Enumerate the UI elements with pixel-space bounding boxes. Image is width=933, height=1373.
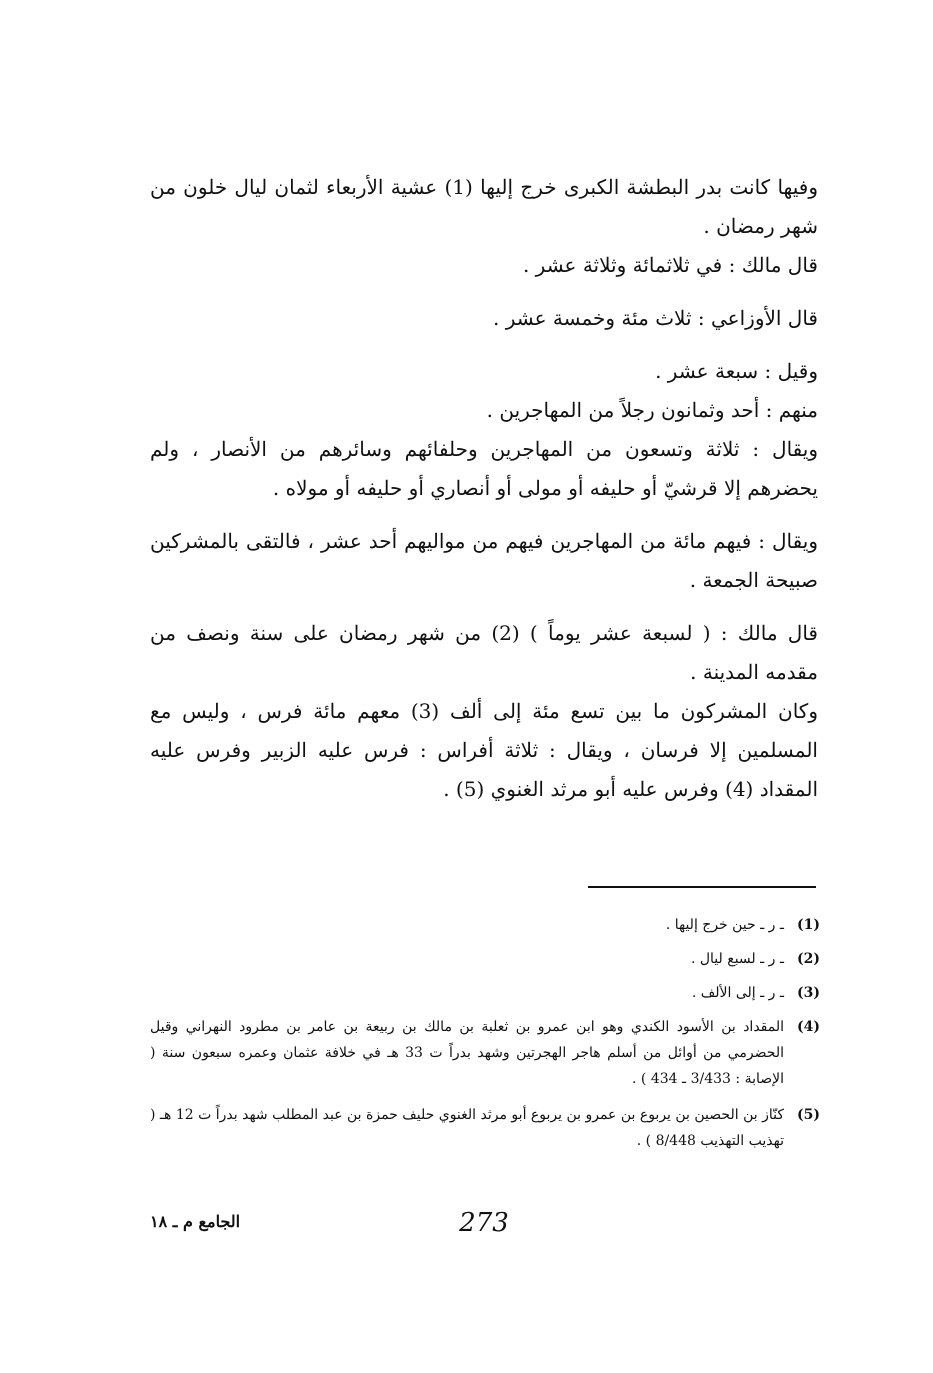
footnote-number: (5) xyxy=(797,1107,820,1123)
footnote-number: (3) xyxy=(797,985,820,1001)
footnote xyxy=(150,980,820,1006)
footnote-divider xyxy=(588,886,816,888)
paragraph: وقيل : سبعة عشر . xyxy=(655,359,818,383)
paragraph: ويقال : ثلاثة وتسعون من المهاجرين وحلفائهم وسائرهم من الأنصار ، ولم يحضرهم إلا قرشيّ أو حليفه أو مولى أو أنصاري أو حليفه أو مولاه . xyxy=(150,437,818,500)
footnote xyxy=(150,1014,820,1092)
footnote-text: المقداد بن الأسود الكندي وهو ابن عمرو بن ثعلبة بن مالك بن ربيعة بن عامر بن مطرود النهراني وقيل الحضرمي من أوائل من أسلم هاجر الهجرتين وشهد بدراً ت 33 هـ في خلافة عثمان وعمره سبعون سنة ( الإصابة : 3/433 ـ 434 ) . xyxy=(150,1019,784,1087)
paragraph: قال مالك : في ثلاثمائة وثلاثة عشر . xyxy=(522,253,818,277)
main-text xyxy=(150,168,818,809)
footnotes xyxy=(150,912,820,1164)
footnote xyxy=(150,912,820,938)
footnote xyxy=(150,1102,820,1154)
printer-signature: الجامع م ـ ١٨ xyxy=(150,1212,241,1231)
footnote-number: (1) xyxy=(797,917,820,933)
footnote-number: (4) xyxy=(797,1019,820,1035)
paragraph: قال الأوزاعي : ثلاث مئة وخمسة عشر . xyxy=(493,306,818,330)
page-footer xyxy=(150,1208,818,1248)
paragraph: قال مالك : ( لسبعة عشر يوماً ) (2) من شهر رمضان على سنة ونصف من مقدمه المدينة . xyxy=(150,621,818,684)
footnote-text: كنّاز بن الحصين بن يربوع بن عمرو بن يربوع أبو مرثد الغنوي حليف حمزة بن عبد المطلب شهد بدراً ت 12 هـ ( تهذيب التهذيب 8/448 ) . xyxy=(149,1107,784,1149)
paragraph: ويقال : فيهم مائة من المهاجرين فيهم من مواليهم أحد عشر ، فالتقى بالمشركين صبيحة الجمعة . xyxy=(150,529,818,592)
footnote-text: ـ ر ـ لسبع ليال . xyxy=(690,951,784,967)
paragraph: وفيها كانت بدر البطشة الكبرى خرج إليها (1) عشية الأربعاء لثمان ليال خلون من شهر رمضان . xyxy=(150,175,819,238)
footnote xyxy=(150,946,820,972)
footnote-number: (2) xyxy=(797,951,820,967)
paragraph: منهم : أحد وثمانون رجلاً من المهاجرين . xyxy=(486,398,818,422)
footnote-text: ـ ر ـ إلى الألف . xyxy=(691,985,784,1001)
paragraph: وكان المشركون ما بين تسع مئة إلى ألف (3) معهم مائة فرس ، وليس مع المسلمين إلا فرسان ، ويقال : ثلاثة أفراس : فرس عليه الزبير وفرس عليه المقداد (4) وفرس عليه أبو مرثد الغنوي (5) . xyxy=(150,699,818,801)
footnote-text: ـ ر ـ حين خرج إليها . xyxy=(665,917,784,933)
page-number: 273 xyxy=(459,1208,509,1238)
